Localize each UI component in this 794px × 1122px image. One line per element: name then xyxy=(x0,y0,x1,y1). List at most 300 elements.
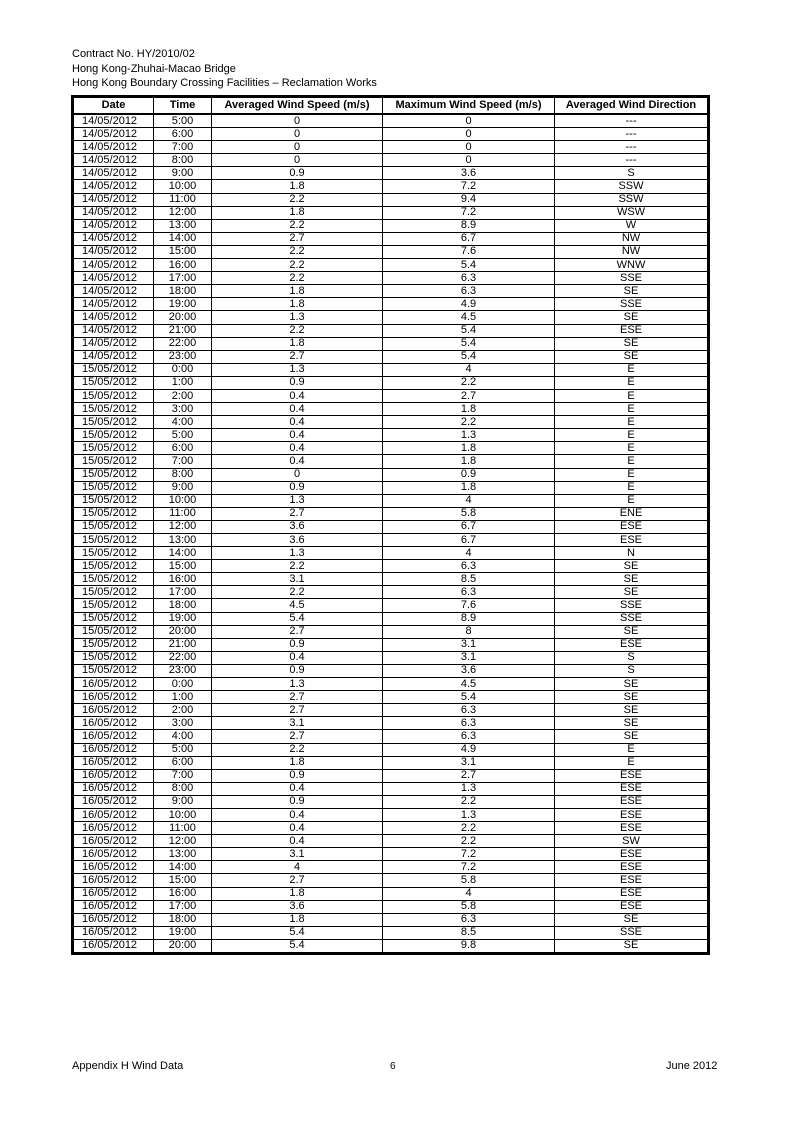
cell-time: 6:00 xyxy=(154,128,212,141)
cell-max-speed: 4.9 xyxy=(383,743,555,756)
cell-avg-speed: 3.1 xyxy=(212,573,383,586)
cell-avg-speed: 2.7 xyxy=(212,350,383,363)
wind-data-table xyxy=(73,97,708,953)
contract-number: Contract No. HY/2010/02 xyxy=(72,48,195,60)
cell-avg-speed: 4 xyxy=(212,861,383,874)
cell-max-speed: 2.2 xyxy=(383,822,555,835)
cell-time: 15:00 xyxy=(154,245,212,258)
table-body xyxy=(74,114,708,953)
cell-date: 14/05/2012 xyxy=(74,206,154,219)
cell-direction: SE xyxy=(555,311,708,324)
cell-avg-speed: 0.9 xyxy=(212,167,383,180)
table-row xyxy=(74,691,708,704)
cell-max-speed: 8.9 xyxy=(383,612,555,625)
cell-max-speed: 6.7 xyxy=(383,232,555,245)
cell-direction: ESE xyxy=(555,887,708,900)
cell-date: 16/05/2012 xyxy=(74,730,154,743)
cell-max-speed: 4 xyxy=(383,887,555,900)
column-header-max-speed: Maximum Wind Speed (m/s) xyxy=(383,98,555,115)
cell-direction: E xyxy=(555,363,708,376)
cell-time: 20:00 xyxy=(154,625,212,638)
cell-max-speed: 8.5 xyxy=(383,926,555,939)
cell-direction: SSE xyxy=(555,298,708,311)
table-row xyxy=(74,926,708,939)
cell-max-speed: 6.3 xyxy=(383,913,555,926)
cell-direction: SE xyxy=(555,678,708,691)
cell-avg-speed: 3.1 xyxy=(212,848,383,861)
cell-direction: E xyxy=(555,416,708,429)
cell-time: 18:00 xyxy=(154,285,212,298)
cell-time: 14:00 xyxy=(154,232,212,245)
table-row xyxy=(74,717,708,730)
cell-direction: ESE xyxy=(555,324,708,337)
cell-avg-speed: 0.4 xyxy=(212,782,383,795)
cell-date: 14/05/2012 xyxy=(74,337,154,350)
table-row xyxy=(74,180,708,193)
table-row xyxy=(74,704,708,717)
cell-time: 12:00 xyxy=(154,206,212,219)
cell-date: 14/05/2012 xyxy=(74,167,154,180)
cell-max-speed: 4.9 xyxy=(383,298,555,311)
cell-avg-speed: 0.4 xyxy=(212,442,383,455)
cell-date: 14/05/2012 xyxy=(74,219,154,232)
cell-date: 15/05/2012 xyxy=(74,651,154,664)
cell-direction: SE xyxy=(555,337,708,350)
cell-max-speed: 4.5 xyxy=(383,678,555,691)
cell-direction: SE xyxy=(555,586,708,599)
cell-avg-speed: 2.2 xyxy=(212,272,383,285)
cell-avg-speed: 0 xyxy=(212,468,383,481)
cell-avg-speed: 5.4 xyxy=(212,612,383,625)
cell-time: 19:00 xyxy=(154,612,212,625)
cell-date: 16/05/2012 xyxy=(74,887,154,900)
cell-avg-speed: 0 xyxy=(212,128,383,141)
table-row xyxy=(74,219,708,232)
table-row xyxy=(74,782,708,795)
cell-max-speed: 4 xyxy=(383,547,555,560)
cell-max-speed: 2.7 xyxy=(383,389,555,402)
cell-time: 3:00 xyxy=(154,717,212,730)
cell-avg-speed: 0.4 xyxy=(212,416,383,429)
table-row xyxy=(74,638,708,651)
table-row xyxy=(74,651,708,664)
cell-avg-speed: 2.2 xyxy=(212,219,383,232)
cell-max-speed: 2.2 xyxy=(383,835,555,848)
cell-direction: E xyxy=(555,743,708,756)
cell-avg-speed: 0.4 xyxy=(212,808,383,821)
cell-date: 15/05/2012 xyxy=(74,507,154,520)
cell-date: 16/05/2012 xyxy=(74,691,154,704)
cell-max-speed: 5.4 xyxy=(383,259,555,272)
cell-direction: SE xyxy=(555,704,708,717)
table-row xyxy=(74,141,708,154)
cell-max-speed: 6.7 xyxy=(383,534,555,547)
works-title: Hong Kong Boundary Crossing Facilities – Reclamation Works xyxy=(72,77,377,89)
cell-avg-speed: 2.2 xyxy=(212,245,383,258)
cell-date: 15/05/2012 xyxy=(74,534,154,547)
cell-direction: SSE xyxy=(555,612,708,625)
cell-time: 17:00 xyxy=(154,900,212,913)
cell-avg-speed: 5.4 xyxy=(212,939,383,952)
cell-date: 14/05/2012 xyxy=(74,128,154,141)
cell-max-speed: 2.2 xyxy=(383,376,555,389)
table-header-row xyxy=(74,98,708,115)
cell-max-speed: 8.9 xyxy=(383,219,555,232)
cell-date: 15/05/2012 xyxy=(74,547,154,560)
cell-avg-speed: 1.3 xyxy=(212,494,383,507)
cell-max-speed: 4 xyxy=(383,494,555,507)
cell-time: 22:00 xyxy=(154,337,212,350)
cell-avg-speed: 0 xyxy=(212,141,383,154)
table-row xyxy=(74,363,708,376)
table-row xyxy=(74,259,708,272)
table-row xyxy=(74,494,708,507)
cell-date: 14/05/2012 xyxy=(74,232,154,245)
table-row xyxy=(74,154,708,167)
wind-data-table-frame xyxy=(71,95,710,955)
cell-date: 15/05/2012 xyxy=(74,429,154,442)
table-row xyxy=(74,403,708,416)
cell-date: 16/05/2012 xyxy=(74,861,154,874)
cell-date: 16/05/2012 xyxy=(74,743,154,756)
table-row xyxy=(74,376,708,389)
cell-time: 23:00 xyxy=(154,664,212,677)
cell-direction: SE xyxy=(555,625,708,638)
cell-avg-speed: 1.8 xyxy=(212,913,383,926)
column-header-direction: Averaged Wind Direction xyxy=(555,98,708,115)
cell-max-speed: 9.8 xyxy=(383,939,555,952)
cell-date: 16/05/2012 xyxy=(74,678,154,691)
cell-date: 15/05/2012 xyxy=(74,599,154,612)
cell-date: 16/05/2012 xyxy=(74,769,154,782)
cell-direction: WSW xyxy=(555,206,708,219)
cell-max-speed: 5.4 xyxy=(383,350,555,363)
cell-avg-speed: 1.8 xyxy=(212,298,383,311)
cell-time: 9:00 xyxy=(154,167,212,180)
cell-avg-speed: 2.2 xyxy=(212,193,383,206)
cell-avg-speed: 0.4 xyxy=(212,403,383,416)
cell-direction: SE xyxy=(555,691,708,704)
cell-date: 14/05/2012 xyxy=(74,141,154,154)
cell-avg-speed: 0.9 xyxy=(212,376,383,389)
cell-date: 16/05/2012 xyxy=(74,704,154,717)
cell-direction: SE xyxy=(555,717,708,730)
cell-direction: SE xyxy=(555,560,708,573)
cell-avg-speed: 1.8 xyxy=(212,180,383,193)
table-row xyxy=(74,455,708,468)
cell-max-speed: 7.2 xyxy=(383,180,555,193)
cell-avg-speed: 0 xyxy=(212,154,383,167)
table-row xyxy=(74,193,708,206)
cell-avg-speed: 1.8 xyxy=(212,887,383,900)
table-row xyxy=(74,114,708,128)
cell-time: 1:00 xyxy=(154,691,212,704)
table-row xyxy=(74,416,708,429)
table-row xyxy=(74,913,708,926)
cell-avg-speed: 1.8 xyxy=(212,337,383,350)
table-row xyxy=(74,245,708,258)
cell-avg-speed: 0.9 xyxy=(212,795,383,808)
table-row xyxy=(74,272,708,285)
table-row xyxy=(74,350,708,363)
cell-direction: E xyxy=(555,442,708,455)
cell-time: 0:00 xyxy=(154,363,212,376)
cell-date: 15/05/2012 xyxy=(74,389,154,402)
cell-avg-speed: 2.2 xyxy=(212,586,383,599)
cell-avg-speed: 2.2 xyxy=(212,560,383,573)
cell-direction: ESE xyxy=(555,874,708,887)
cell-date: 16/05/2012 xyxy=(74,822,154,835)
cell-date: 15/05/2012 xyxy=(74,664,154,677)
cell-avg-speed: 2.2 xyxy=(212,324,383,337)
table-row xyxy=(74,795,708,808)
table-row xyxy=(74,232,708,245)
cell-avg-speed: 0.4 xyxy=(212,822,383,835)
footer-date: June 2012 xyxy=(666,1060,718,1072)
cell-max-speed: 5.4 xyxy=(383,691,555,704)
cell-time: 5:00 xyxy=(154,429,212,442)
cell-max-speed: 0 xyxy=(383,154,555,167)
cell-direction: --- xyxy=(555,154,708,167)
table-row xyxy=(74,337,708,350)
cell-max-speed: 5.8 xyxy=(383,900,555,913)
cell-avg-speed: 0.9 xyxy=(212,664,383,677)
cell-max-speed: 3.1 xyxy=(383,638,555,651)
cell-max-speed: 0 xyxy=(383,141,555,154)
table-row xyxy=(74,586,708,599)
cell-max-speed: 8 xyxy=(383,625,555,638)
cell-avg-speed: 3.1 xyxy=(212,717,383,730)
cell-date: 15/05/2012 xyxy=(74,560,154,573)
cell-max-speed: 6.3 xyxy=(383,285,555,298)
cell-avg-speed: 2.7 xyxy=(212,874,383,887)
cell-max-speed: 9.4 xyxy=(383,193,555,206)
cell-date: 14/05/2012 xyxy=(74,285,154,298)
cell-max-speed: 3.1 xyxy=(383,651,555,664)
cell-time: 16:00 xyxy=(154,887,212,900)
cell-avg-speed: 1.3 xyxy=(212,678,383,691)
cell-time: 16:00 xyxy=(154,259,212,272)
cell-date: 16/05/2012 xyxy=(74,795,154,808)
cell-avg-speed: 1.3 xyxy=(212,547,383,560)
cell-max-speed: 4 xyxy=(383,363,555,376)
cell-direction: SE xyxy=(555,730,708,743)
table-row xyxy=(74,835,708,848)
table-row xyxy=(74,808,708,821)
cell-date: 14/05/2012 xyxy=(74,324,154,337)
table-row xyxy=(74,481,708,494)
cell-date: 15/05/2012 xyxy=(74,494,154,507)
cell-date: 15/05/2012 xyxy=(74,586,154,599)
cell-avg-speed: 0 xyxy=(212,114,383,128)
cell-date: 14/05/2012 xyxy=(74,350,154,363)
cell-date: 14/05/2012 xyxy=(74,180,154,193)
cell-date: 14/05/2012 xyxy=(74,298,154,311)
cell-date: 16/05/2012 xyxy=(74,717,154,730)
table-row xyxy=(74,324,708,337)
cell-time: 21:00 xyxy=(154,324,212,337)
cell-max-speed: 7.6 xyxy=(383,245,555,258)
cell-max-speed: 0 xyxy=(383,114,555,128)
cell-time: 16:00 xyxy=(154,573,212,586)
cell-time: 21:00 xyxy=(154,638,212,651)
cell-date: 15/05/2012 xyxy=(74,573,154,586)
cell-date: 16/05/2012 xyxy=(74,782,154,795)
cell-avg-speed: 0.9 xyxy=(212,769,383,782)
cell-max-speed: 1.8 xyxy=(383,455,555,468)
cell-avg-speed: 2.7 xyxy=(212,507,383,520)
cell-avg-speed: 0.4 xyxy=(212,389,383,402)
cell-direction: ESE xyxy=(555,782,708,795)
column-header-avg-speed: Averaged Wind Speed (m/s) xyxy=(212,98,383,115)
table-row xyxy=(74,311,708,324)
cell-max-speed: 2.2 xyxy=(383,416,555,429)
cell-avg-speed: 5.4 xyxy=(212,926,383,939)
cell-direction: W xyxy=(555,219,708,232)
cell-date: 15/05/2012 xyxy=(74,442,154,455)
table-row xyxy=(74,599,708,612)
table-row xyxy=(74,861,708,874)
cell-max-speed: 7.2 xyxy=(383,848,555,861)
table-row xyxy=(74,429,708,442)
table-row xyxy=(74,743,708,756)
cell-date: 15/05/2012 xyxy=(74,612,154,625)
cell-date: 15/05/2012 xyxy=(74,363,154,376)
cell-time: 19:00 xyxy=(154,926,212,939)
cell-time: 12:00 xyxy=(154,520,212,533)
cell-direction: ESE xyxy=(555,900,708,913)
table-row xyxy=(74,167,708,180)
table-row xyxy=(74,285,708,298)
cell-max-speed: 6.3 xyxy=(383,730,555,743)
table-row xyxy=(74,468,708,481)
cell-time: 8:00 xyxy=(154,154,212,167)
cell-max-speed: 1.8 xyxy=(383,481,555,494)
cell-time: 9:00 xyxy=(154,481,212,494)
cell-time: 2:00 xyxy=(154,704,212,717)
cell-max-speed: 6.3 xyxy=(383,717,555,730)
cell-avg-speed: 0.4 xyxy=(212,455,383,468)
cell-max-speed: 1.3 xyxy=(383,782,555,795)
cell-max-speed: 3.1 xyxy=(383,756,555,769)
cell-max-speed: 6.3 xyxy=(383,586,555,599)
cell-time: 6:00 xyxy=(154,442,212,455)
cell-time: 5:00 xyxy=(154,743,212,756)
cell-direction: E xyxy=(555,455,708,468)
cell-time: 7:00 xyxy=(154,455,212,468)
cell-max-speed: 3.6 xyxy=(383,664,555,677)
table-row xyxy=(74,298,708,311)
cell-max-speed: 2.7 xyxy=(383,769,555,782)
cell-max-speed: 1.8 xyxy=(383,403,555,416)
table-row xyxy=(74,560,708,573)
cell-avg-speed: 0.9 xyxy=(212,638,383,651)
cell-max-speed: 6.3 xyxy=(383,560,555,573)
document-header xyxy=(72,47,377,91)
cell-date: 16/05/2012 xyxy=(74,900,154,913)
cell-date: 14/05/2012 xyxy=(74,154,154,167)
cell-time: 5:00 xyxy=(154,114,212,128)
cell-avg-speed: 2.2 xyxy=(212,259,383,272)
cell-time: 11:00 xyxy=(154,507,212,520)
cell-date: 15/05/2012 xyxy=(74,481,154,494)
table-row xyxy=(74,442,708,455)
cell-time: 8:00 xyxy=(154,468,212,481)
cell-direction: E xyxy=(555,494,708,507)
table-row xyxy=(74,547,708,560)
cell-time: 13:00 xyxy=(154,848,212,861)
cell-direction: --- xyxy=(555,128,708,141)
cell-direction: SSE xyxy=(555,599,708,612)
cell-date: 15/05/2012 xyxy=(74,455,154,468)
cell-date: 14/05/2012 xyxy=(74,259,154,272)
cell-time: 17:00 xyxy=(154,272,212,285)
cell-time: 7:00 xyxy=(154,769,212,782)
cell-direction: E xyxy=(555,468,708,481)
cell-time: 0:00 xyxy=(154,678,212,691)
column-header-date: Date xyxy=(74,98,154,115)
cell-date: 15/05/2012 xyxy=(74,416,154,429)
cell-time: 10:00 xyxy=(154,808,212,821)
cell-max-speed: 7.2 xyxy=(383,206,555,219)
cell-direction: E xyxy=(555,481,708,494)
table-row xyxy=(74,874,708,887)
cell-avg-speed: 4.5 xyxy=(212,599,383,612)
cell-date: 15/05/2012 xyxy=(74,376,154,389)
cell-time: 2:00 xyxy=(154,389,212,402)
project-name: Hong Kong-Zhuhai-Macao Bridge xyxy=(72,62,236,75)
cell-time: 18:00 xyxy=(154,599,212,612)
cell-avg-speed: 3.6 xyxy=(212,534,383,547)
cell-direction: SE xyxy=(555,913,708,926)
cell-date: 15/05/2012 xyxy=(74,625,154,638)
table-row xyxy=(74,887,708,900)
cell-date: 16/05/2012 xyxy=(74,848,154,861)
table-row xyxy=(74,769,708,782)
cell-direction: WNW xyxy=(555,259,708,272)
cell-direction: ESE xyxy=(555,520,708,533)
cell-max-speed: 8.5 xyxy=(383,573,555,586)
cell-time: 18:00 xyxy=(154,913,212,926)
cell-direction: E xyxy=(555,389,708,402)
cell-max-speed: 1.3 xyxy=(383,808,555,821)
cell-direction: ESE xyxy=(555,861,708,874)
cell-time: 14:00 xyxy=(154,861,212,874)
cell-avg-speed: 1.8 xyxy=(212,285,383,298)
cell-avg-speed: 0.9 xyxy=(212,481,383,494)
cell-time: 15:00 xyxy=(154,874,212,887)
cell-direction: ENE xyxy=(555,507,708,520)
cell-avg-speed: 3.6 xyxy=(212,900,383,913)
cell-time: 15:00 xyxy=(154,560,212,573)
table-row xyxy=(74,389,708,402)
table-row xyxy=(74,128,708,141)
cell-time: 14:00 xyxy=(154,547,212,560)
table-row xyxy=(74,206,708,219)
cell-avg-speed: 0.4 xyxy=(212,651,383,664)
cell-direction: NW xyxy=(555,232,708,245)
cell-date: 15/05/2012 xyxy=(74,468,154,481)
cell-date: 15/05/2012 xyxy=(74,520,154,533)
cell-time: 1:00 xyxy=(154,376,212,389)
table-row xyxy=(74,625,708,638)
cell-time: 20:00 xyxy=(154,311,212,324)
cell-avg-speed: 1.3 xyxy=(212,311,383,324)
cell-direction: ESE xyxy=(555,808,708,821)
cell-max-speed: 7.6 xyxy=(383,599,555,612)
cell-time: 3:00 xyxy=(154,403,212,416)
table-row xyxy=(74,612,708,625)
